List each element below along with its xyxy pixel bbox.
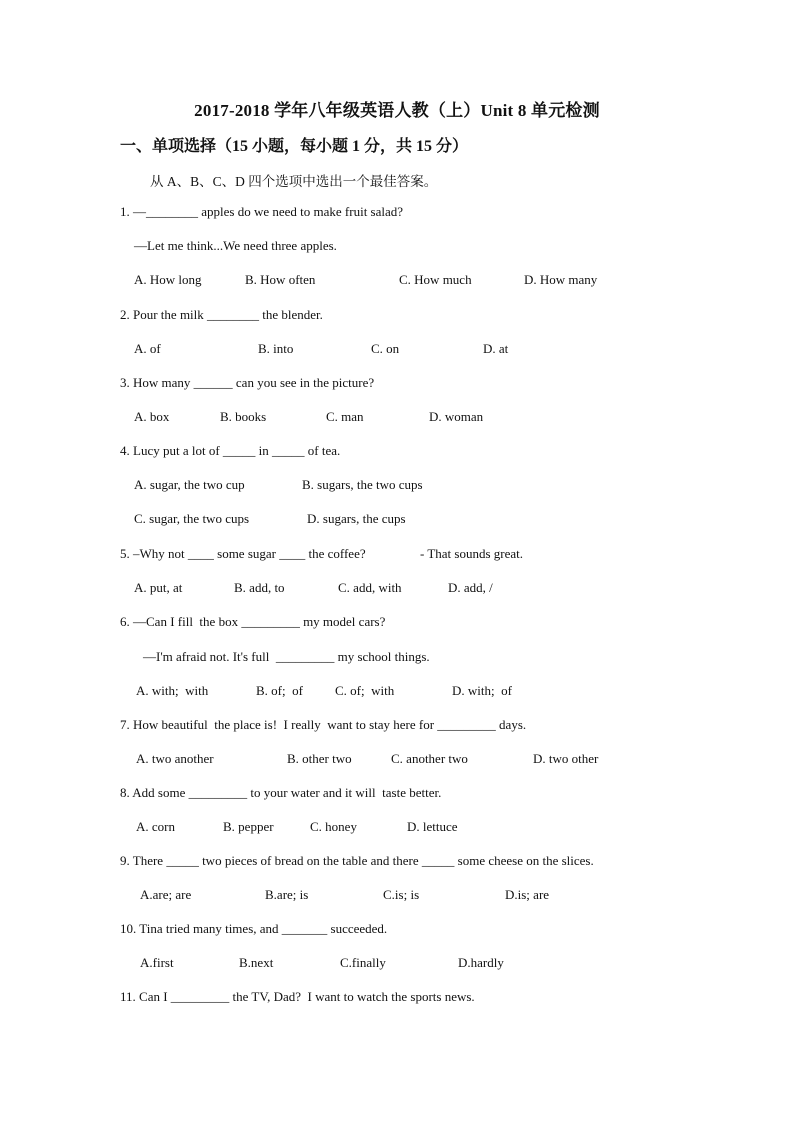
question-1-stem: 1. —________ apples do we need to make fruit salad? xyxy=(120,204,404,219)
question-5-stem: 5. –Why not ____ some sugar ____ the coffee? xyxy=(120,546,366,561)
question-6-option-c: C. of; with xyxy=(335,683,395,698)
question-4-option-a: A. sugar, the two cup xyxy=(134,477,245,492)
question-7-option-d: D. two other xyxy=(533,751,599,766)
question-10-stem: 10. Tina tried many times, and _______ succeeded. xyxy=(120,921,388,936)
question-5-option-b: B. add, to xyxy=(234,580,285,595)
question-10-option-d: D.hardly xyxy=(458,955,504,970)
question-3-stem: 3. How many ______ can you see in the picture? xyxy=(120,375,375,390)
question-5-option-c: C. add, with xyxy=(338,580,402,595)
question-6-reply: —I'm afraid not. It's full _________ my school things. xyxy=(143,649,430,664)
question-5-option-d: D. add, / xyxy=(448,580,493,595)
question-11-stem: 11. Can I _________ the TV, Dad? I want to watch the sports news. xyxy=(120,989,475,1004)
question-8-option-c: C. honey xyxy=(310,819,357,834)
question-9-option-b: B.are; is xyxy=(265,887,309,902)
question-10-option-a: A.first xyxy=(140,955,174,970)
question-10-option-b: B.next xyxy=(239,955,274,970)
question-7-option-c: C. another two xyxy=(391,751,468,766)
question-1-reply: —Let me think...We need three apples. xyxy=(134,238,337,253)
question-6-option-d: D. with; of xyxy=(452,683,512,698)
document-title: 2017-2018 学年八年级英语人教（上）Unit 8 单元检测 xyxy=(194,101,600,120)
question-5-reply: - That sounds great. xyxy=(420,546,524,561)
question-7-option-a: A. two another xyxy=(136,751,214,766)
question-9-option-c: C.is; is xyxy=(383,887,420,902)
question-5-option-a: A. put, at xyxy=(134,580,183,595)
section-instruction: 从 A、B、C、D 四个选项中选出一个最佳答案。 xyxy=(150,174,438,189)
question-2-stem: 2. Pour the milk ________ the blender. xyxy=(120,307,323,322)
question-10-option-c: C.finally xyxy=(340,955,386,970)
question-3-option-c: C. man xyxy=(326,409,364,424)
question-8-option-b: B. pepper xyxy=(223,819,274,834)
question-2-option-d: D. at xyxy=(483,341,509,356)
question-8-option-a: A. corn xyxy=(136,819,175,834)
question-9-option-a: A.are; are xyxy=(140,887,192,902)
question-1-option-a: A. How long xyxy=(134,272,202,287)
question-3-option-a: A. box xyxy=(134,409,170,424)
question-9-option-d: D.is; are xyxy=(505,887,550,902)
question-6-option-a: A. with; with xyxy=(136,683,209,698)
question-8-stem: 8. Add some _________ to your water and it will taste better. xyxy=(120,785,442,800)
question-4-option-b: B. sugars, the two cups xyxy=(302,477,423,492)
section-heading: 一、单项选择（15 小题，每小题 1 分，共 15 分） xyxy=(120,138,469,155)
question-2-option-a: A. of xyxy=(134,341,161,356)
question-2-option-c: C. on xyxy=(371,341,400,356)
question-4-option-c: C. sugar, the two cups xyxy=(134,511,250,526)
question-6-stem: 6. —Can I fill the box _________ my model cars? xyxy=(120,614,386,629)
question-8-option-d: D. lettuce xyxy=(407,819,458,834)
question-1-option-d: D. How many xyxy=(524,272,598,287)
question-7-stem: 7. How beautiful the place is! I really want to stay here for _________ days. xyxy=(120,717,527,732)
question-4-stem: 4. Lucy put a lot of _____ in _____ of tea. xyxy=(120,443,341,458)
question-1-option-c: C. How much xyxy=(399,272,472,287)
question-3-option-d: D. woman xyxy=(429,409,484,424)
question-1-option-b: B. How often xyxy=(245,272,316,287)
question-2-option-b: B. into xyxy=(258,341,294,356)
question-4-option-d: D. sugars, the cups xyxy=(307,511,406,526)
question-9-stem: 9. There _____ two pieces of bread on the table and there _____ some cheese on the slices. xyxy=(120,853,594,868)
question-7-option-b: B. other two xyxy=(287,751,352,766)
question-6-option-b: B. of; of xyxy=(256,683,303,698)
question-3-option-b: B. books xyxy=(220,409,267,424)
